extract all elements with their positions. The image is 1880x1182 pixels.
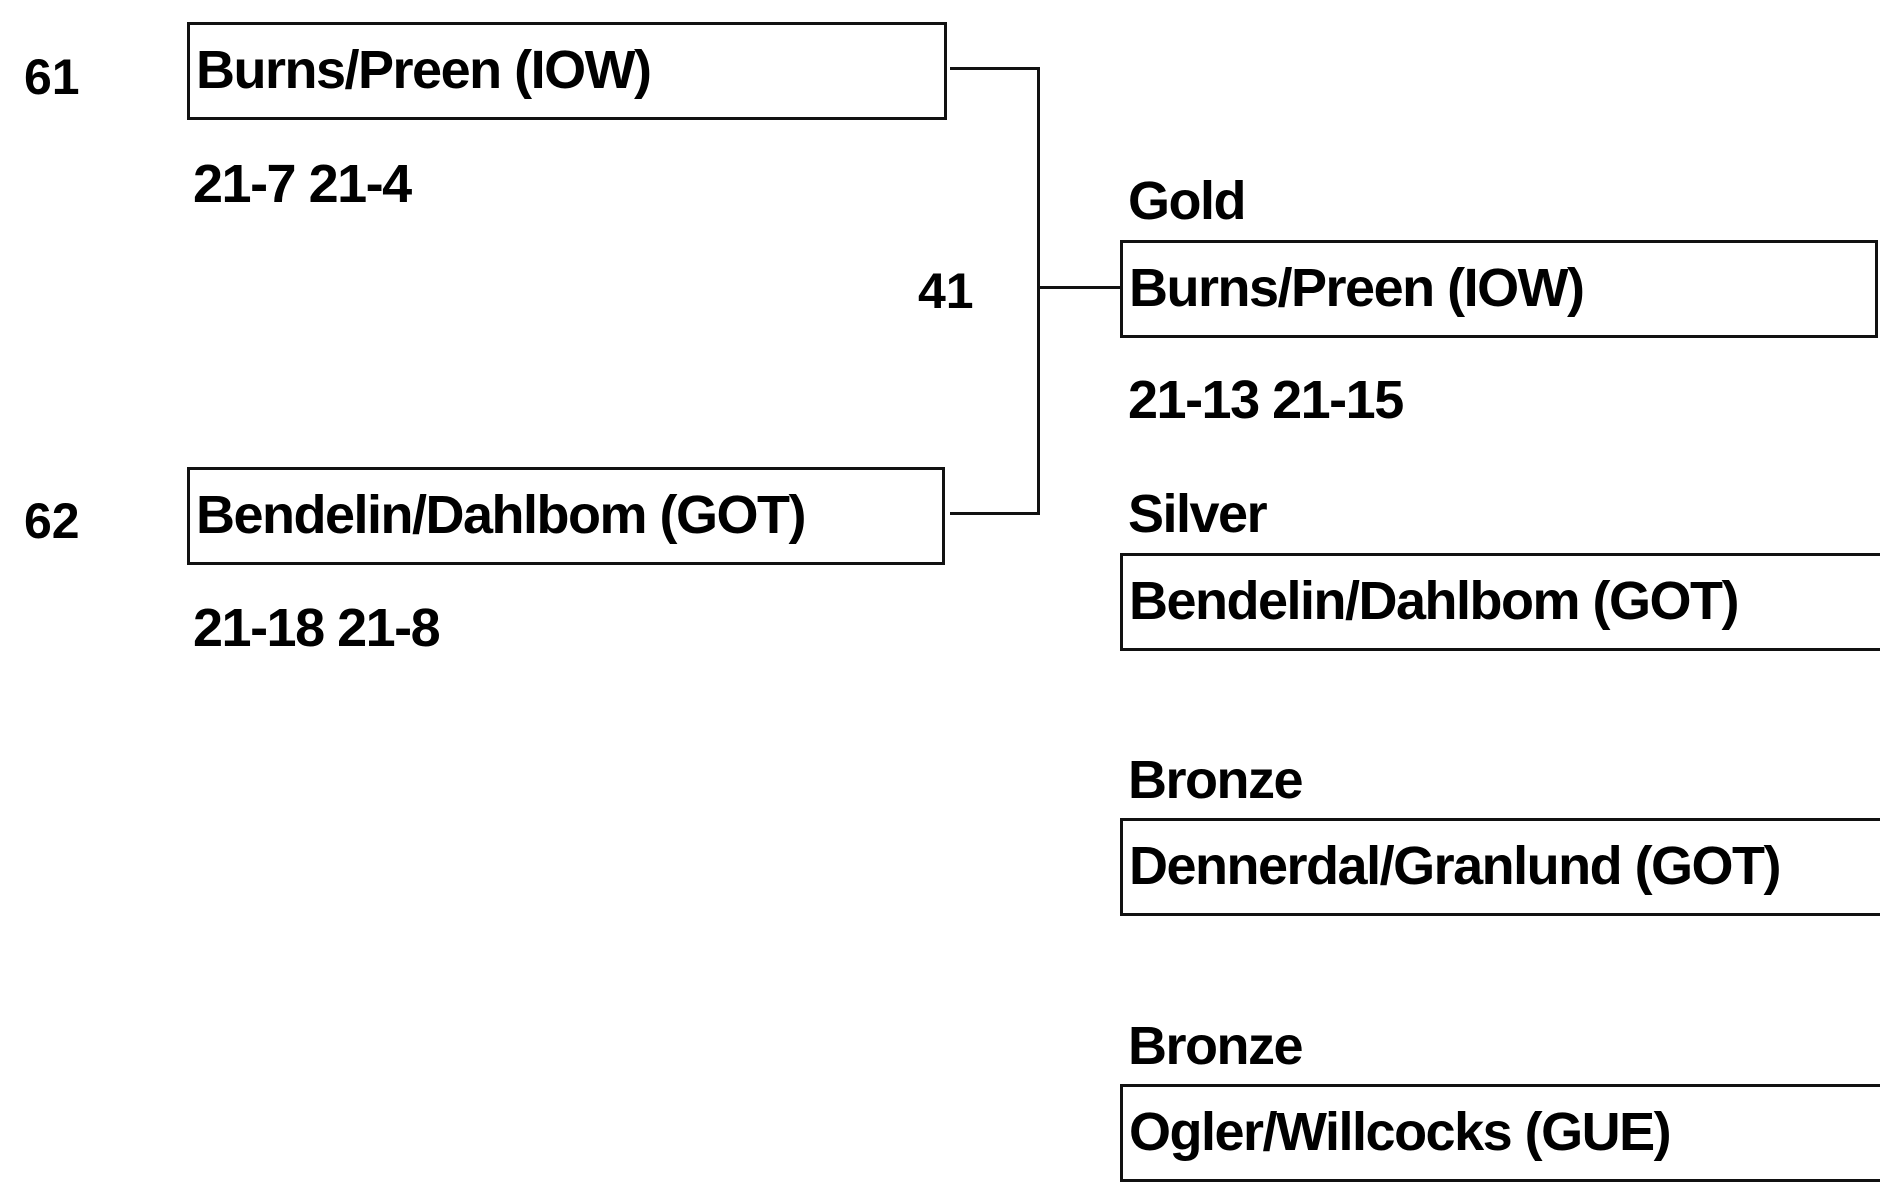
bracket-line-top bbox=[950, 67, 1039, 70]
bronze-label-2: Bronze bbox=[1128, 1016, 1303, 1076]
score-bottom: 21-18 21-8 bbox=[193, 598, 440, 658]
team-name-bottom: Bendelin/Dahlbom (GOT) bbox=[196, 484, 805, 545]
team-box-bottom bbox=[187, 467, 945, 565]
bronze-team-name-2: Ogler/Willcocks (GUE) bbox=[1129, 1101, 1671, 1162]
team-name-top: Burns/Preen (IOW) bbox=[196, 39, 651, 100]
silver-label: Silver bbox=[1128, 484, 1267, 544]
bronze-team-box-2 bbox=[1120, 1084, 1880, 1182]
final-score: 21-13 21-15 bbox=[1128, 370, 1403, 430]
gold-team-box bbox=[1120, 240, 1878, 338]
seed-number-top: 61 bbox=[24, 49, 80, 105]
bronze-team-name-1: Dennerdal/Granlund (GOT) bbox=[1129, 835, 1781, 896]
final-match-number: 41 bbox=[918, 263, 974, 319]
silver-team-box bbox=[1120, 553, 1880, 651]
bracket-line-vertical bbox=[1037, 67, 1040, 515]
bronze-label-1: Bronze bbox=[1128, 750, 1303, 810]
bracket-line-bottom bbox=[950, 512, 1039, 515]
silver-team-name: Bendelin/Dahlbom (GOT) bbox=[1129, 570, 1738, 631]
gold-label: Gold bbox=[1128, 171, 1245, 231]
gold-team-name: Burns/Preen (IOW) bbox=[1129, 257, 1584, 318]
score-top: 21-7 21-4 bbox=[193, 154, 411, 214]
team-box-top bbox=[187, 22, 947, 120]
seed-number-bottom: 62 bbox=[24, 493, 80, 549]
bracket-line-final bbox=[1040, 286, 1120, 289]
bronze-team-box-1 bbox=[1120, 818, 1880, 916]
